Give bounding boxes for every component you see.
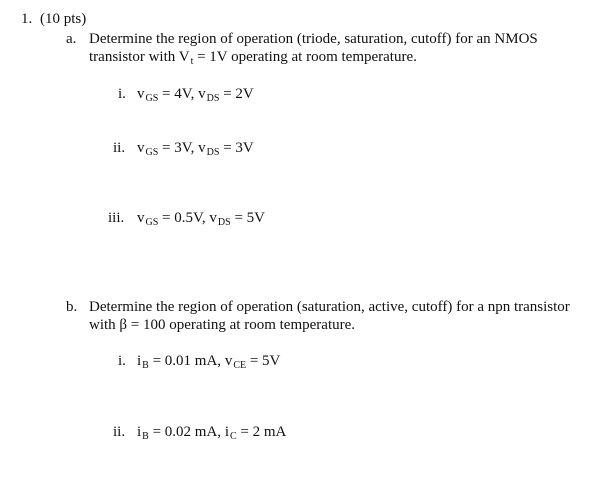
var: v — [137, 210, 145, 226]
var: i — [224, 424, 229, 440]
var: v — [209, 210, 217, 226]
value: = 0.02 mA, — [148, 424, 225, 440]
subscript: GS — [145, 147, 159, 158]
part-b-label: b. — [66, 299, 78, 315]
part-a-item-1-numeral: i. — [118, 86, 126, 102]
subscript: GS — [145, 217, 159, 228]
subscript: DS — [206, 147, 220, 158]
value: = 2V — [219, 86, 254, 102]
part-b-item-2-numeral: ii. — [113, 424, 126, 440]
part-b-line2: with β = 100 operating at room temperature. — [89, 317, 356, 333]
part-a-label: a. — [66, 31, 77, 47]
value: = 3V, — [158, 140, 199, 156]
subscript: B — [142, 360, 149, 371]
part-a-item-2 — [137, 139, 254, 159]
part-b-item-1-numeral: i. — [118, 353, 126, 369]
var: v — [198, 86, 206, 102]
subscript: CE — [233, 360, 247, 371]
value: = 2 mA — [236, 424, 287, 440]
value: = 3V — [219, 140, 254, 156]
problem-number: 1. — [21, 11, 33, 27]
subscript: B — [142, 431, 149, 442]
part-a-item-3-numeral: iii. — [108, 210, 125, 226]
value: = 0.01 mA, — [148, 353, 225, 369]
part-a-line2-post: = 1V operating at room temperature. — [193, 49, 417, 65]
subscript: GS — [145, 93, 159, 104]
var: v — [137, 140, 145, 156]
var: i — [137, 424, 142, 440]
part-a-line1: Determine the region of operation (triode, saturation, cutoff) for an NMOS — [89, 31, 538, 47]
value: = 5V — [230, 210, 265, 226]
part-a-item-3 — [137, 209, 265, 229]
part-b-item-1 — [137, 352, 280, 372]
subscript: DS — [217, 217, 231, 228]
value: = 0.5V, — [158, 210, 210, 226]
subscript: DS — [206, 93, 220, 104]
part-a-line2 — [89, 48, 417, 68]
var: v — [198, 140, 206, 156]
var: v — [224, 353, 233, 369]
part-a-item-1 — [137, 85, 254, 105]
part-b-item-2 — [137, 423, 286, 443]
value: = 5V — [246, 353, 281, 369]
part-a-item-2-numeral: ii. — [113, 140, 126, 156]
var: v — [137, 86, 145, 102]
problem-points: (10 pts) — [40, 11, 87, 27]
subscript: C — [229, 431, 237, 442]
var: i — [137, 353, 142, 369]
part-b-line1: Determine the region of operation (saturation, active, cutoff) for a npn transistor — [89, 299, 570, 315]
part-a-line2-pre: transistor with V — [89, 49, 190, 65]
value: = 4V, — [158, 86, 199, 102]
part-a-line2-sub: t — [190, 56, 194, 67]
